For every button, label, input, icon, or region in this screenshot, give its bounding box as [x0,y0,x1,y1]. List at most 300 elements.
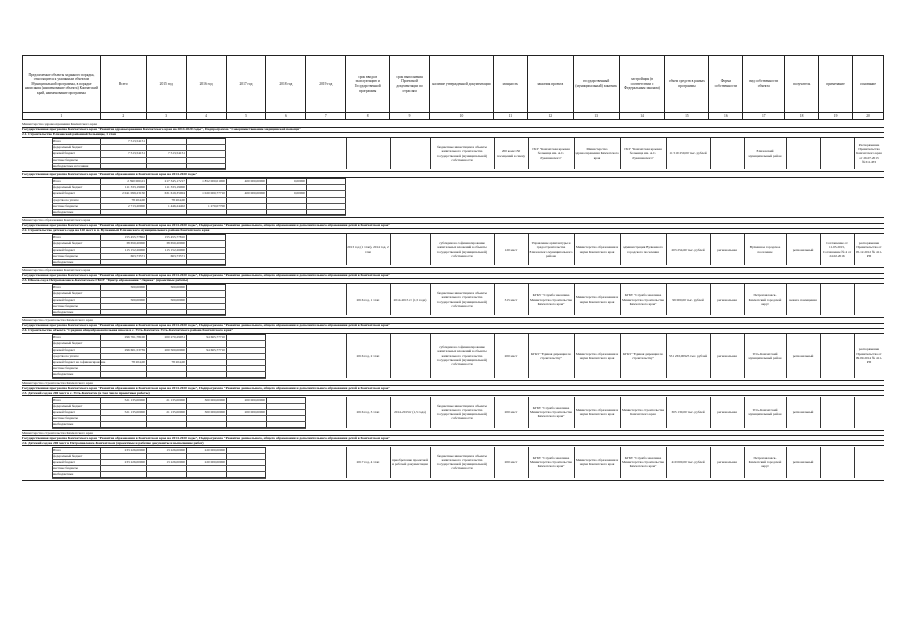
data-cell [495,397,527,428]
grid-line [390,334,391,377]
data-cell [391,284,429,315]
data-cell [495,447,527,478]
data-cell [711,284,743,315]
cell-text: региональная [717,459,737,464]
table-header [22,55,884,113]
finance-source-label: краевой бюджет [53,191,75,196]
cell-text: КГКУ "Служба заказчика Министерства строительства Камчатского края" [529,293,573,306]
section-line: Министерство строительства Камчатского края [22,430,93,435]
finance-value: 78 204,00 [171,360,185,364]
finance-value: 400 000,00000 [244,191,265,196]
section-line: Государственная программа Камчатского края "Развитие образования в Камчатском крае на 2014-2020 годы", Подпрограмма "Развитие дошкольного, общего образования и дополнительного образования детей в Камчатском крае" [22,223,391,228]
cell-text: 2016 год, 2 этап [356,353,380,358]
finance-value: 13 226,00000 [166,460,185,464]
row-rule [52,478,266,479]
grid-line [854,334,855,377]
grid-line [744,138,745,169]
grid-line [710,334,711,377]
finance-source-label: внебюджетные [53,260,74,264]
row-rule [52,215,346,216]
cell-text: 2014-2015гг (1,5 года) [394,409,426,414]
grid-line [710,447,711,478]
data-cell [787,284,819,315]
cell-text: Соглашение от 11.03.2015, Соглашение № 4 от 24.02.2016 [822,241,852,258]
grid-line [430,447,431,478]
column-number: 2 [101,113,147,119]
grid-line [854,284,855,315]
grid-line [346,234,347,265]
finance-value: 1 446,24402 [168,203,185,208]
grid-line [390,447,391,478]
finance-value: 78 204,00 [131,197,145,202]
cell-text: субсидии на софинансирование капитальных вложений в объекты капитального строительства государственной (муниципальной) собственности [436,345,488,367]
data-cell [855,334,883,377]
finance-value: 200 270,29051 [164,335,185,340]
grid-line [346,284,347,315]
data-cell [667,284,709,315]
cell-text: бюджетные инвестиции в объекты капитального строительства государственной (муниципальной) собственности [436,291,488,308]
data-cell [745,397,785,428]
header-cell: 2018 год [266,56,306,112]
cell-text: 200 мест [504,353,518,358]
grid-line [346,447,347,478]
cell-text: приобретение проектной и рабочей документации [391,457,429,467]
cell-text: КГКУ "Единая дирекция по строительству" [622,351,664,360]
finance-value: 220 000,00000 [204,460,225,464]
cell-text: 2016 год, 3 этап [356,409,380,414]
cell-text: КГБУ "Служба заказчика Министерства строительства Камчатского края" [621,455,665,469]
finance-value: 663,73571 [170,253,185,258]
grid-line [574,234,575,265]
cell-text: Министерство образования и науки Камчатского края [575,245,619,254]
finance-source-label: федеральный бюджет [53,241,83,246]
header-cell: застройщик (в соответствии с Федеральным законом) [620,56,666,112]
grid-line [346,138,347,169]
header-cell: Всего [101,56,147,112]
finance-source-label: федеральный бюджет [53,403,83,408]
grid-line [430,334,431,377]
finance-source-label: средства по уплате [53,197,79,202]
header-cell: 2016 год [187,56,227,112]
grid-line [820,447,821,478]
header-cell: 2017 год [227,56,267,112]
data-cell [529,397,573,428]
data-cell [621,334,665,377]
cell-text: КГБУ "Служба заказчика Министерства строительства Камчатского края" [529,405,573,419]
data-cell [787,397,819,428]
finance-value: 94 665,77710 [206,335,225,340]
finance-value: 500,00000 [130,285,145,290]
finance-value: 21 135,00000 [166,410,185,414]
cell-text: Управление архитектуры и градостроительства Елизовского муниципального района [529,241,573,258]
grid-line [528,138,529,169]
column-number: 20 [866,114,870,118]
grid-line [854,138,855,169]
data-cell [529,447,573,478]
finance-source-label: федеральный бюджет [53,453,83,458]
column-number: 18 [785,113,819,119]
cell-text: Министерство образования и науки Камчатского края [575,457,619,467]
grid-line [494,138,495,169]
data-cell [431,234,493,265]
header-cell: примечание [819,56,853,112]
data-cell [495,284,527,315]
data-cell [529,334,573,377]
finance-source-label: федеральный бюджет [53,145,83,150]
cell-text: 200 мест [504,459,518,464]
finance-value: 233 226,00000 [124,460,145,464]
finance-value: 1 270,07700 [208,203,225,208]
grid-line [528,447,529,478]
data-cell [529,138,573,169]
grid-line [346,334,347,377]
cell-text: 2013 год (1 этап), 2014 год, 2 этап [347,245,389,254]
cell-text: 11 519 250,00 тыс. рублей [669,151,707,156]
cell-text: Распоряжение Правительства Камчатского края от 26.07.2013 №311-РП [856,142,882,164]
finance-source-label: внебюджетные [53,210,74,214]
cell-text: региональная [717,409,737,414]
grid-line [186,284,187,315]
grid-line [528,334,529,377]
data-cell [745,447,785,478]
finance-value: 7 513,54151 [128,139,145,143]
column-number: 12 [528,113,574,119]
finance-source-label: внебюджетные [53,372,74,377]
cell-text: региональная [717,247,737,252]
cell-text: Усть-Камчатский муниципальный район [748,351,782,360]
cell-text: бюджетные инвестиции в объекты капитального строительства государственной (муниципальной) собственности [436,403,488,421]
data-cell [529,234,573,265]
cell-text: 203 254,60 тыс. рублей [671,247,705,252]
data-cell [347,284,389,315]
finance-value: 521 135,00000 [124,397,145,402]
finance-value: 111 333,19000 [164,185,185,190]
grid-line [666,397,667,428]
data-cell [621,234,665,265]
section-line: 2.6. Детский сад на 200 мест в Петропавловск-Камчатском (проектные и рабочие документы и выполнение работ) [22,440,204,445]
data-cell [575,234,619,265]
cell-text: региональная [717,297,737,302]
grid-line [786,447,787,478]
cell-text: Министерство образования и науки Камчатского края [575,351,619,360]
row-rule [52,428,306,429]
data-cell [575,397,619,428]
finance-value: 0,00000 [293,179,305,183]
cell-text: 315 мест [504,297,518,302]
cell-text: ГКУ "Камчатская краевая больница им. А.С. Лукашевского" [624,147,662,160]
cell-text: нежил. помещения [789,297,817,302]
finance-value: 233 226,00000 [124,447,145,452]
column-number: 17 [743,113,785,119]
grid-line [744,447,745,478]
data-cell [711,447,743,478]
row-rule [52,378,266,379]
finance-value: 2 041 099,23150 [122,191,145,196]
grid-line [854,234,855,265]
data-cell [855,234,883,265]
finance-value: 300 000,00000 [204,397,225,402]
grid-line [390,234,391,265]
cell-text: 2017 год, 4 этап [356,459,380,464]
finance-source-label: средства по уплате [53,353,79,358]
data-cell [667,397,709,428]
cell-text: Елизовский муниципальный район [748,149,782,158]
finance-value: 400 000,00000 [244,179,265,183]
finance-source-label: местные бюджеты [53,466,78,471]
grid-line [620,234,621,265]
grid-line [744,234,745,265]
finance-value: 2 390 000,01 [127,179,145,183]
column-number: 5 [227,113,267,119]
cell-text: региональный [792,247,814,252]
grid-line [390,138,391,169]
data-cell [431,284,493,315]
data-cell [855,138,883,169]
grid-line [710,284,711,315]
cell-text: региональный [792,353,814,358]
finance-source-label: Итого [53,335,62,340]
grid-line [574,138,575,169]
finance-source-label: краевой бюджет [53,297,75,302]
header-cell: заказчик проекта [528,56,574,112]
data-cell [667,234,709,265]
grid-line [710,138,711,169]
header-cell: 2015 год [147,56,187,112]
column-number: 1 [23,113,101,119]
finance-source-label: местные бюджеты [53,303,78,308]
column-number: 6 [266,113,306,119]
data-cell [347,397,389,428]
finance-source-label: краевой бюджет [53,347,75,352]
header-cell: мощность [494,56,528,112]
data-cell [667,447,709,478]
header-cell: государственный (муниципальный) заказчик [574,56,620,112]
cell-text: региональная [717,353,737,358]
cell-text: администрация Вулканного городского поселения [623,245,663,254]
finance-source-label: Итого [53,179,62,183]
finance-source-label: Итого [53,139,62,143]
finance-source-label: федеральный бюджет [53,185,83,190]
finance-source-label: местные бюджеты [53,253,78,258]
cell-text: 200 коек/150 посещений в смену [496,149,526,158]
cell-text: 99 000,00 тыс. рублей [672,297,704,302]
cell-text: распоряжение Правительства от 05.12.2012 № 411-РП [855,241,883,258]
header-cell: срок ввода в эксплуатацию и Государственной программы [346,56,390,112]
section-line: Государственная программа Камчатского края "Развитие образования в Камчатском крае на 2014-2020 годы" [22,172,198,176]
finance-value: 78 204,00 [171,197,185,202]
data-cell [787,447,819,478]
cell-text: ГКУ "Камчатская краевая больница им. А.С. Лукашевского" [532,147,570,160]
cell-text: 305 130,00 тыс. рублей [671,409,705,414]
grid-line [430,138,431,169]
data-cell [745,284,785,315]
data-cell [711,397,743,428]
finance-value: 200 000,00000 [244,397,265,402]
finance-value: 2 713,20000 [128,203,145,208]
finance-source-label: внебюджетные источники [53,163,89,168]
cell-text: распоряжение Правительства от 09.09.2014 № 411-РП [855,347,883,365]
finance-value: 200 500,00000 [164,347,185,352]
cell-text: субсидии на софинансирование капитальных вложений в объекты государственной (муниципальной) собственности [436,241,488,258]
finance-source-label: краевой бюджет на софинансирование [53,360,106,364]
grid-line [710,397,711,428]
data-cell [787,234,819,265]
finance-source-label: внебюджетные [53,422,74,427]
section-line: 2.5. Детский сад на 200 мест в с. Усть-Камчатск (в том числе проектные работы) [22,390,150,395]
grid-line [854,447,855,478]
grid-line [744,284,745,315]
data-cell [621,284,665,315]
data-cell [711,334,743,377]
section-line: Государственная программа Камчатского края "Развитие образования в Камчатском крае на 2014-2020 годы", Подпрограмма "Развитие дошкольного, общего образования и дополнительного образования детей в Камчатском крае" [22,273,391,278]
grid-line [494,447,495,478]
data-cell [495,138,527,169]
grid-line [574,397,575,428]
finance-value: 521 135,00000 [124,410,145,414]
grid-line [620,447,621,478]
grid-line [430,284,431,315]
cell-text: 2014-2015 гг (1,5 года) [393,297,427,302]
document-sheet [22,55,884,615]
grid-line [494,284,495,315]
finance-value: 296 601,53739 [124,347,145,352]
column-number: 15 [665,113,709,119]
column-number: 14 [620,113,666,119]
column-number: 10 [430,113,494,119]
finance-value: 200 000,00000 [244,410,265,414]
cell-text: Петропавловск-Камчатский городской округ [748,455,782,469]
data-cell [347,234,389,265]
column-number: 16 [709,113,743,119]
data-cell [431,397,493,428]
grid-line [620,138,621,169]
cell-text: бюджетные инвестиции в объекты капитального строительства государственной (муниципальной) собственности [436,144,488,162]
column-number: 7 [306,113,346,119]
cell-text: КГКУ "Единая дирекция по строительству" [530,351,572,360]
column-number: 4 [187,113,227,119]
grid-line [346,397,347,428]
row-rule [52,265,226,266]
column-number: 19 [819,113,853,119]
row-rule [52,315,226,316]
finance-source-label: Итого [53,285,62,290]
grid-line [390,284,391,315]
finance-source-label: местные бюджеты [53,366,78,371]
data-cell [431,138,493,169]
column-number: 13 [574,113,620,119]
finance-source-label: Итого [53,447,62,452]
finance-value: 111 333,19000 [124,185,145,190]
finance-value: 663,73571 [130,253,145,258]
grid-line [666,447,667,478]
data-cell [621,138,665,169]
finance-source-label: краевой бюджет [53,410,75,414]
grid-line [786,397,787,428]
data-cell [391,397,429,428]
section-line: Министерство строительства Камчатского края [22,318,93,323]
section-line: Министерство здравоохранения Камчатского края [22,122,97,126]
cell-text: региональный [792,459,814,464]
cell-text: 551 263,00925 тыс. рублей [668,353,708,358]
finance-source-label: местные бюджеты [53,157,78,162]
grid-line [786,334,787,377]
grid-line [620,334,621,377]
finance-value: 13 226,00000 [166,447,185,452]
cell-text: бюджетные инвестиции в объекты капитального строительства государственной (муниципальной) собственности [436,453,488,471]
data-cell [621,397,665,428]
data-cell [575,334,619,377]
header-cell: Форма собственности [709,56,743,112]
grid-line [186,234,187,265]
grid-line [528,284,529,315]
section-line: 2.3. Школа-сад в Петропавловск-Камчатском ГБОУ "Центр образования "Эврика" (проектные работы) [22,278,189,283]
grid-line [430,397,431,428]
row-rule [22,480,884,481]
grid-line [574,284,575,315]
section-line: Государственная программа Камчатского края "Развитие здравоохранения Камчатского края на 2014-2020 годы", Подпрограмма "Совершенствование медицинской помощи" [22,127,301,131]
grid-line [226,447,227,478]
data-cell [431,334,493,377]
cell-text: Министерство образования и науки Камчатского края [575,295,619,304]
finance-value: 300 000,00000 [204,410,225,414]
grid-line [266,397,267,428]
header-cell: наличие утвержденной документации [430,56,494,112]
grid-line [666,284,667,315]
column-numbers [22,113,884,120]
grid-line [574,334,575,377]
grid-line [430,234,431,265]
header-cell: основание [860,81,876,86]
grid-line [666,138,667,169]
section-line: Министерство образования Камчатского края [22,218,91,223]
grid-line [574,447,575,478]
grid-line [666,234,667,265]
grid-line [786,284,787,315]
data-cell [575,284,619,315]
row-rule [52,169,226,170]
grid-line [744,397,745,428]
grid-line [786,138,787,169]
finance-value: 1 852 000,01000 [202,179,225,183]
finance-source-label: местные бюджеты [53,203,78,208]
grid-line [666,334,667,377]
grid-line [820,334,821,377]
header-cell: объем средств в рамках программы [665,56,709,112]
cell-text: Вулканное городское поселение [749,245,781,254]
data-cell [575,447,619,478]
finance-source-label: краевой бюджет [53,460,75,464]
cell-text: Министерство образования и науки Камчатского края [575,407,619,417]
data-cell [745,138,785,169]
grid-line [786,234,787,265]
section-line: Государственная программа Камчатского края "Развитие образования в Камчатском крае на 2014-2020 годы", Подпрограмма "Развитие дошкольного, общего образования и дополнительного образования детей в Камчатском крае" [22,435,391,440]
section-line: Министерство образования Камчатского края [22,268,91,273]
data-cell [821,234,853,265]
finance-source-label: внебюджетные [53,472,74,477]
column-number: 9 [390,113,430,119]
finance-source-label: внебюджетные [53,310,74,314]
cell-text: 410 000,00 тыс. рублей [671,459,705,464]
finance-value: 1 020 000,77710 [202,191,225,196]
grid-line [820,138,821,169]
finance-value: 217 345,17217 [164,179,185,183]
finance-source-label: федеральный бюджет [53,291,83,296]
section-line: Государственная программа Камчатского края "Развитие образования в Камчатском крае на 2014-2020 годы", Подпрограмма "Развитие дошкольного, общего образования и дополнительного образования детей в Камчатском крае" [22,385,391,390]
grid-line [820,234,821,265]
data-cell [621,447,665,478]
grid-line [528,234,529,265]
finance-source-label: краевой бюджет [53,151,75,156]
